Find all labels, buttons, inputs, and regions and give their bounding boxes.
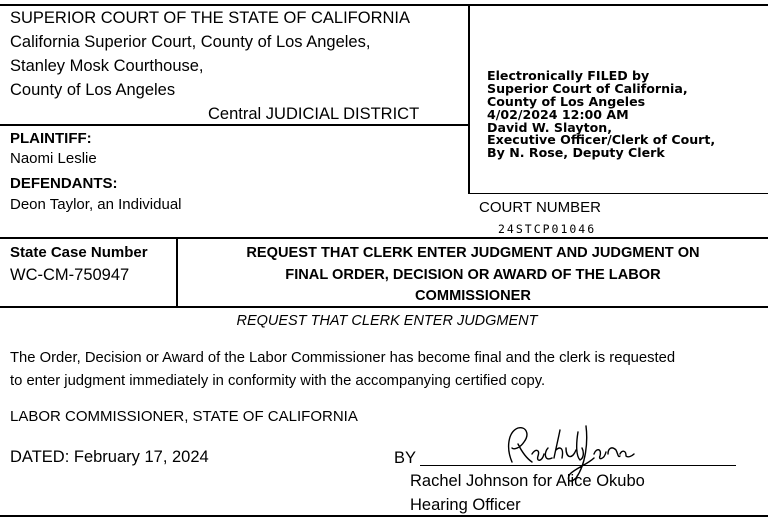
filing-stamp-line: David W. Slayton, [487, 119, 613, 135]
top-border [0, 4, 768, 6]
agency-name: LABOR COMMISSIONER, STATE OF CALIFORNIA [10, 408, 358, 425]
filing-stamp-line: 4/02/2024 12:00 AM [487, 106, 629, 122]
title-row-top-border [0, 237, 768, 239]
bottom-border [0, 515, 768, 517]
caption-right-border [468, 4, 470, 194]
court-name-line-4: County of Los Angeles [10, 81, 176, 99]
state-case-label: State Case Number [10, 244, 148, 261]
caption-bottom-border [0, 124, 470, 126]
filing-stamp-line: Electronically FILED by [487, 68, 650, 83]
filing-stamp [487, 70, 715, 160]
court-number-label: COURT NUMBER [479, 199, 601, 216]
by-label: BY [394, 449, 417, 467]
defendants-name: Deon Taylor, an Individual [10, 196, 182, 213]
court-number-value: 24STCP01046 [498, 222, 597, 236]
request-heading: REQUEST THAT CLERK ENTER JUDGMENT [236, 313, 538, 329]
judicial-district: Central JUDICIAL DISTRICT [208, 105, 420, 123]
dated-line: DATED: February 17, 2024 [10, 448, 209, 466]
plaintiff-name: Naomi Leslie [10, 150, 97, 167]
request-body-line-2: to enter judgment immediately in conformity with the accompanying certified copy. [10, 373, 546, 389]
signer-title: Hearing Officer [410, 496, 521, 514]
document-title-line-1: REQUEST THAT CLERK ENTER JUDGMENT AND JUDGMENT ON [246, 245, 700, 261]
court-name-line-3: Stanley Mosk Courthouse, [10, 57, 204, 75]
signature-line [420, 465, 736, 466]
state-case-value: WC-CM-750947 [10, 266, 130, 284]
document-title-line-3: COMMISSIONER [415, 288, 531, 304]
filing-stamp-line: Superior Court of California, [487, 80, 688, 96]
court-number-top-border [468, 193, 768, 194]
defendants-label: DEFENDANTS: [10, 175, 118, 192]
signer-name: Rachel Johnson for Alice Okubo [410, 472, 645, 490]
filing-stamp-line: By N. Rose, Deputy Clerk [487, 145, 665, 161]
plaintiff-label: PLAINTIFF: [10, 130, 92, 147]
court-name-line-1: SUPERIOR COURT OF THE STATE OF CALIFORNIA [10, 9, 411, 27]
request-body-line-1: The Order, Decision or Award of the Labor Commissioner has become final and the clerk is requested [10, 350, 676, 366]
document-title [178, 243, 768, 308]
court-name-line-2: California Superior Court, County of Los Angeles, [10, 33, 371, 51]
filing-stamp-line: County of Los Angeles [487, 93, 646, 109]
document-title-line-2: FINAL ORDER, DECISION OR AWARD OF THE LABOR [285, 266, 661, 283]
filing-stamp-line: Executive Officer/Clerk of Court, [487, 132, 716, 148]
